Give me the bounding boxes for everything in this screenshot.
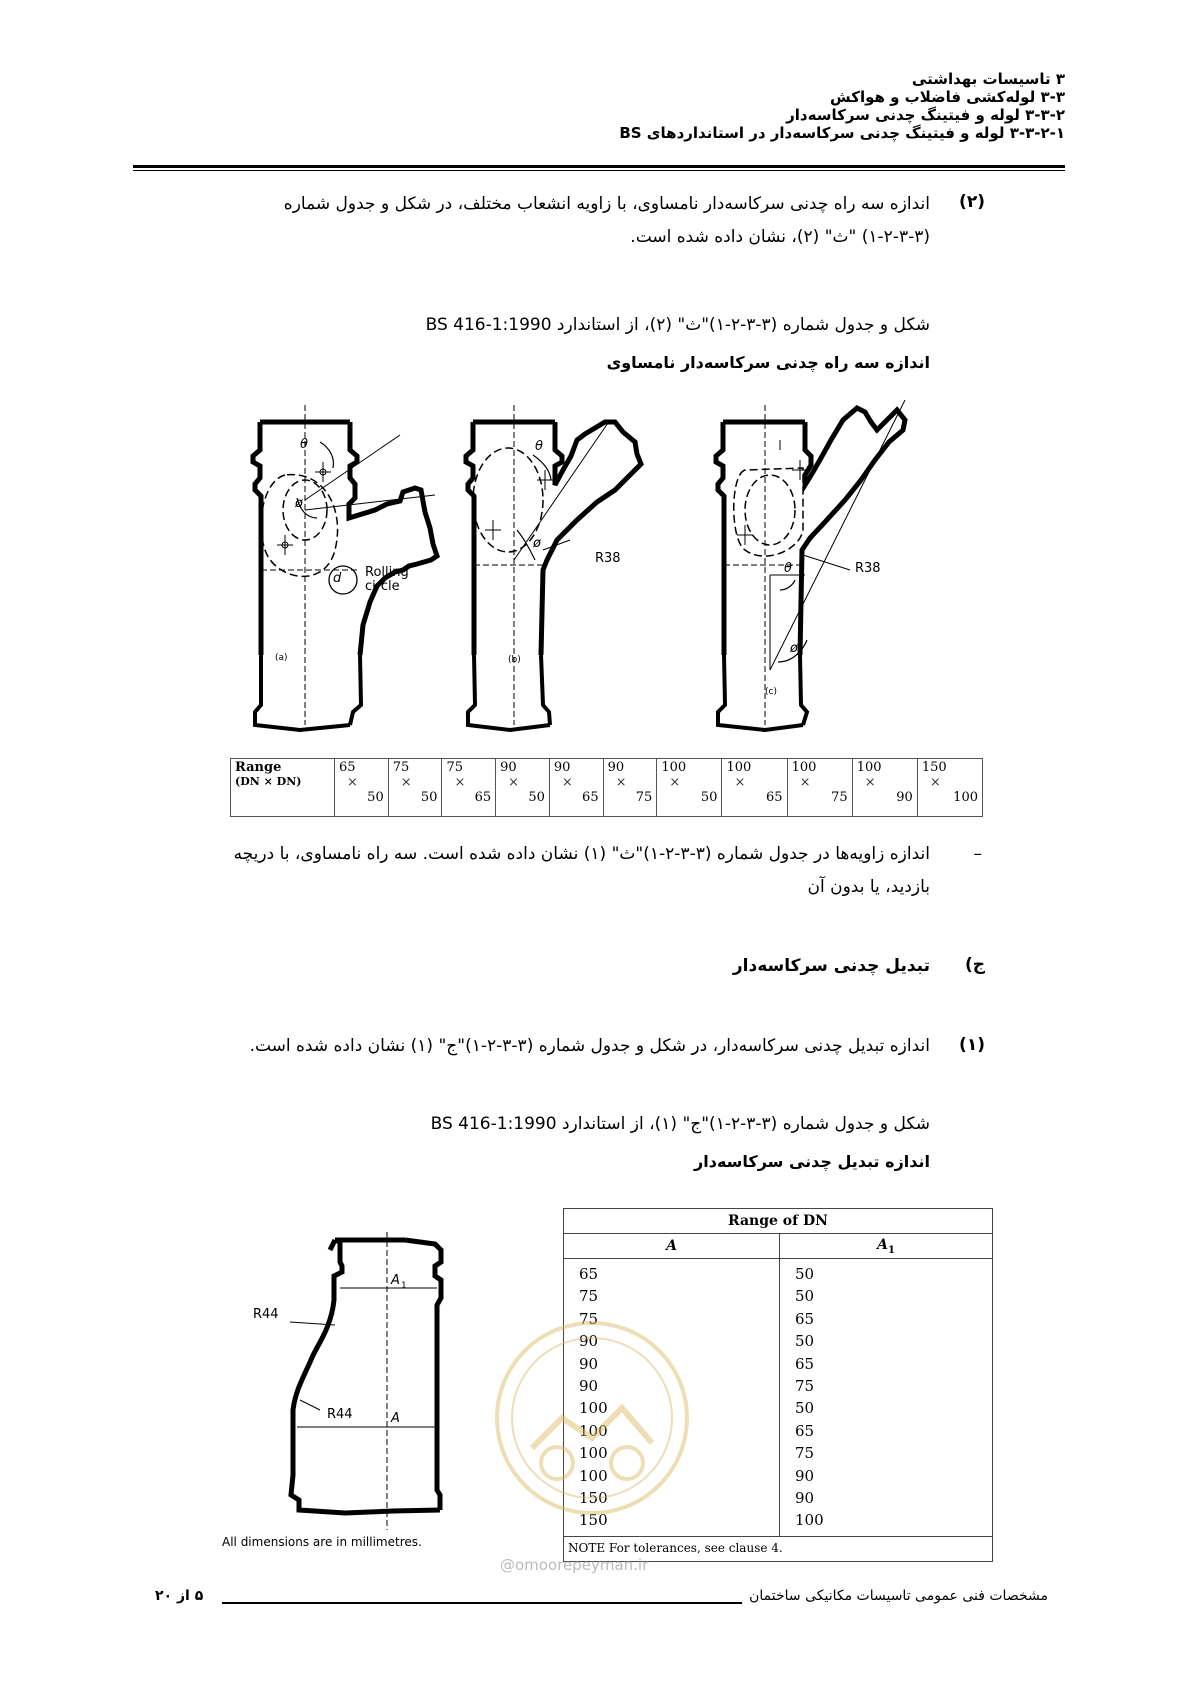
range-table [230, 758, 983, 817]
dn-a: 100 [564, 1397, 780, 1419]
dn-a1: 50 [780, 1285, 993, 1307]
theta-label-a: θ [300, 437, 308, 452]
dn-a1: 100 [780, 1509, 993, 1536]
bullet-dash: – [973, 844, 982, 864]
a-label: A [391, 1411, 400, 1426]
range-x: × [454, 775, 466, 790]
range-cell [787, 759, 852, 817]
range-cell [496, 759, 550, 817]
r38-label-c: R38 [855, 561, 881, 576]
range-x: × [347, 775, 358, 790]
range-header-cell [231, 759, 335, 817]
dn-a: 65 [564, 1259, 780, 1286]
range-b: 75 [635, 790, 653, 805]
r38-label-b: R38 [595, 551, 621, 566]
range-cell [388, 759, 442, 817]
dn-a: 75 [564, 1285, 780, 1307]
dn-table-note: NOTE For tolerances, see clause 4. [564, 1536, 993, 1561]
range-table-row [231, 759, 983, 817]
dn-a1: 65 [780, 1308, 993, 1330]
range-b: 90 [896, 790, 913, 805]
dn-table-title: Range of DN [564, 1209, 993, 1234]
dn-a: 150 [564, 1509, 780, 1536]
dn-a: 100 [564, 1442, 780, 1464]
figure2-caption: شکل و جدول شماره (۳-۳-۲-۱)"ج" (۱)، از استاندارد BS 416-1:1990 [430, 1114, 930, 1134]
dn-table-title-row [564, 1209, 993, 1234]
range-b: 75 [831, 790, 848, 805]
rolling-label-1: Rolling [365, 565, 409, 580]
range-a: 100 [856, 760, 882, 775]
range-b: 50 [700, 790, 718, 805]
range-a: 100 [661, 760, 687, 775]
tee-figure [225, 400, 1015, 760]
d-label: d [333, 571, 342, 586]
range-x: × [561, 775, 573, 790]
dn-a: 100 [564, 1420, 780, 1442]
phi-label-b: ø [533, 536, 541, 551]
range-b: 50 [367, 790, 384, 805]
range-x: × [615, 775, 627, 790]
header-line-3: ۳-۳-۲ لوله و فیتینگ چدنی سرکاسه‌دار [786, 106, 1065, 124]
range-cell [442, 759, 496, 817]
range-header-2: (DN × DN) [235, 775, 302, 788]
dn-a: 100 [564, 1465, 780, 1487]
range-b: 50 [420, 790, 438, 805]
tee-drawing-b [466, 405, 641, 730]
range-x: × [799, 775, 811, 790]
range-b: 100 [953, 790, 978, 805]
footer-title: مشخصات فنی عمومی تاسیسات مکانیکی ساختمان [749, 1588, 1048, 1604]
phi-label-a: ø [295, 496, 303, 511]
range-cell [603, 759, 657, 817]
section-c-title: تبدیل چدنی سرکاسه‌دار [732, 956, 930, 976]
range-a: 90 [500, 760, 517, 775]
r44-bottom-label: R44 [327, 1407, 353, 1422]
watermark-logo [492, 1318, 692, 1518]
dn-a1: 75 [780, 1375, 993, 1397]
reducer-figure [215, 1230, 475, 1560]
range-cell [657, 759, 722, 817]
range-cell [852, 759, 917, 817]
range-a: 100 [726, 760, 752, 775]
dn-col-a1 [780, 1234, 993, 1259]
section2-number: (۱) [959, 1035, 985, 1055]
dn-a1: 90 [780, 1487, 993, 1509]
figure-caption: شکل و جدول شماره (۳-۳-۲-۱)"ث" (۲)، از استاندارد BS 416-1:1990 [425, 315, 930, 335]
footer-rule [222, 1602, 742, 1604]
range-cell [549, 759, 603, 817]
section-number: (۲) [959, 192, 985, 212]
tee-drawing-a [253, 405, 437, 730]
range-cell [917, 759, 982, 817]
table-row [564, 1259, 993, 1286]
range-a: 90 [553, 760, 571, 775]
range-a: 100 [791, 760, 817, 775]
tee-label-a: (a) [275, 653, 288, 663]
figure2-caption-bold: اندازه تبدیل چدنی سرکاسه‌دار [694, 1152, 930, 1171]
dn-col-a-label: A [666, 1238, 677, 1254]
range-x: × [734, 775, 746, 790]
range-b: 65 [582, 790, 599, 805]
range-a: 90 [607, 760, 625, 775]
range-b: 50 [528, 790, 545, 805]
watermark-text: @omoorepeyman.ir [500, 1556, 649, 1574]
range-x: × [864, 775, 876, 790]
rolling-label-2: circle [365, 579, 400, 594]
dn-a1: 75 [780, 1442, 993, 1464]
tee-label-b: (b) [508, 655, 521, 665]
phi-label-c: ø [790, 641, 798, 656]
range-a: 75 [446, 760, 463, 775]
range-x: × [508, 775, 520, 790]
dn-a1: 65 [780, 1420, 993, 1442]
dn-a: 75 [564, 1308, 780, 1330]
header-line-4: ۳-۳-۲-۱ لوله و فیتینگ چدنی سرکاسه‌دار در استانداردهای BS [619, 124, 1065, 142]
page-number: ۵ از ۲۰ [155, 1588, 204, 1604]
header-rule-thin [133, 170, 1065, 171]
a1-label: A [391, 1273, 400, 1288]
figure-caption-bold: اندازه سه راه چدنی سرکاسه‌دار نامساوی [606, 353, 930, 372]
section2-paragraph: اندازه تبدیل چدنی سرکاسه‌دار، در شکل و جدول شماره (۳-۳-۲-۱)"ج" (۱) نشان داده شده است. [249, 1036, 930, 1056]
header-line-1: ۳ تاسیسات بهداشتی [911, 70, 1065, 88]
dn-col-a1-sub: 1 [887, 1244, 895, 1256]
table-row [564, 1285, 993, 1307]
bullet-text: اندازه زاویه‌ها در جدول شماره (۳-۳-۲-۱)"ث" (۱) نشان داده شده است. سه راه نامساوی، با دریچه بازدید، یا بدون آن [233, 844, 930, 897]
range-b: 65 [766, 790, 783, 805]
range-x: × [400, 775, 412, 790]
range-a: 75 [392, 760, 410, 775]
section-c-letter: ج) [964, 955, 985, 975]
range-cell [722, 759, 787, 817]
theta-label-c: θ [784, 561, 792, 576]
theta-label-b: θ [535, 439, 543, 454]
dn-a1: 65 [780, 1353, 993, 1375]
dimensions-note: All dimensions are in millimetres. [222, 1535, 422, 1549]
range-cell [335, 759, 389, 817]
a1-subscript: 1 [401, 1281, 407, 1291]
dn-a1: 90 [780, 1465, 993, 1487]
dn-col-a1-label: A [877, 1236, 888, 1253]
range-header-1: Range [235, 760, 282, 775]
tee-label-c: (c) [765, 687, 777, 697]
range-b: 65 [474, 790, 492, 805]
section-paragraph: اندازه سه راه چدنی سرکاسه‌دار نامساوی، با زاویه انشعاب مختلف، در شکل و جدول شماره (۳-۳-۲-۱) "ث" (۲)، نشان داده شده است. [283, 194, 930, 247]
dn-table-header-row [564, 1234, 993, 1259]
range-x: × [669, 775, 681, 790]
dn-a: 90 [564, 1375, 780, 1397]
dn-a1: 50 [780, 1259, 993, 1286]
header-line-2: ۳-۳ لوله‌کشی فاضلاب و هواکش [830, 88, 1065, 106]
range-a: 65 [339, 760, 356, 775]
dn-a1: 50 [780, 1330, 993, 1352]
range-x: × [929, 775, 941, 790]
dn-a: 150 [564, 1487, 780, 1509]
dn-col-a [564, 1234, 780, 1259]
r44-top-label: R44 [253, 1307, 279, 1322]
dn-a: 90 [564, 1330, 780, 1352]
dn-a: 90 [564, 1353, 780, 1375]
range-a: 150 [921, 760, 947, 775]
dn-a1: 50 [780, 1397, 993, 1419]
header-rule-thick [133, 165, 1065, 168]
